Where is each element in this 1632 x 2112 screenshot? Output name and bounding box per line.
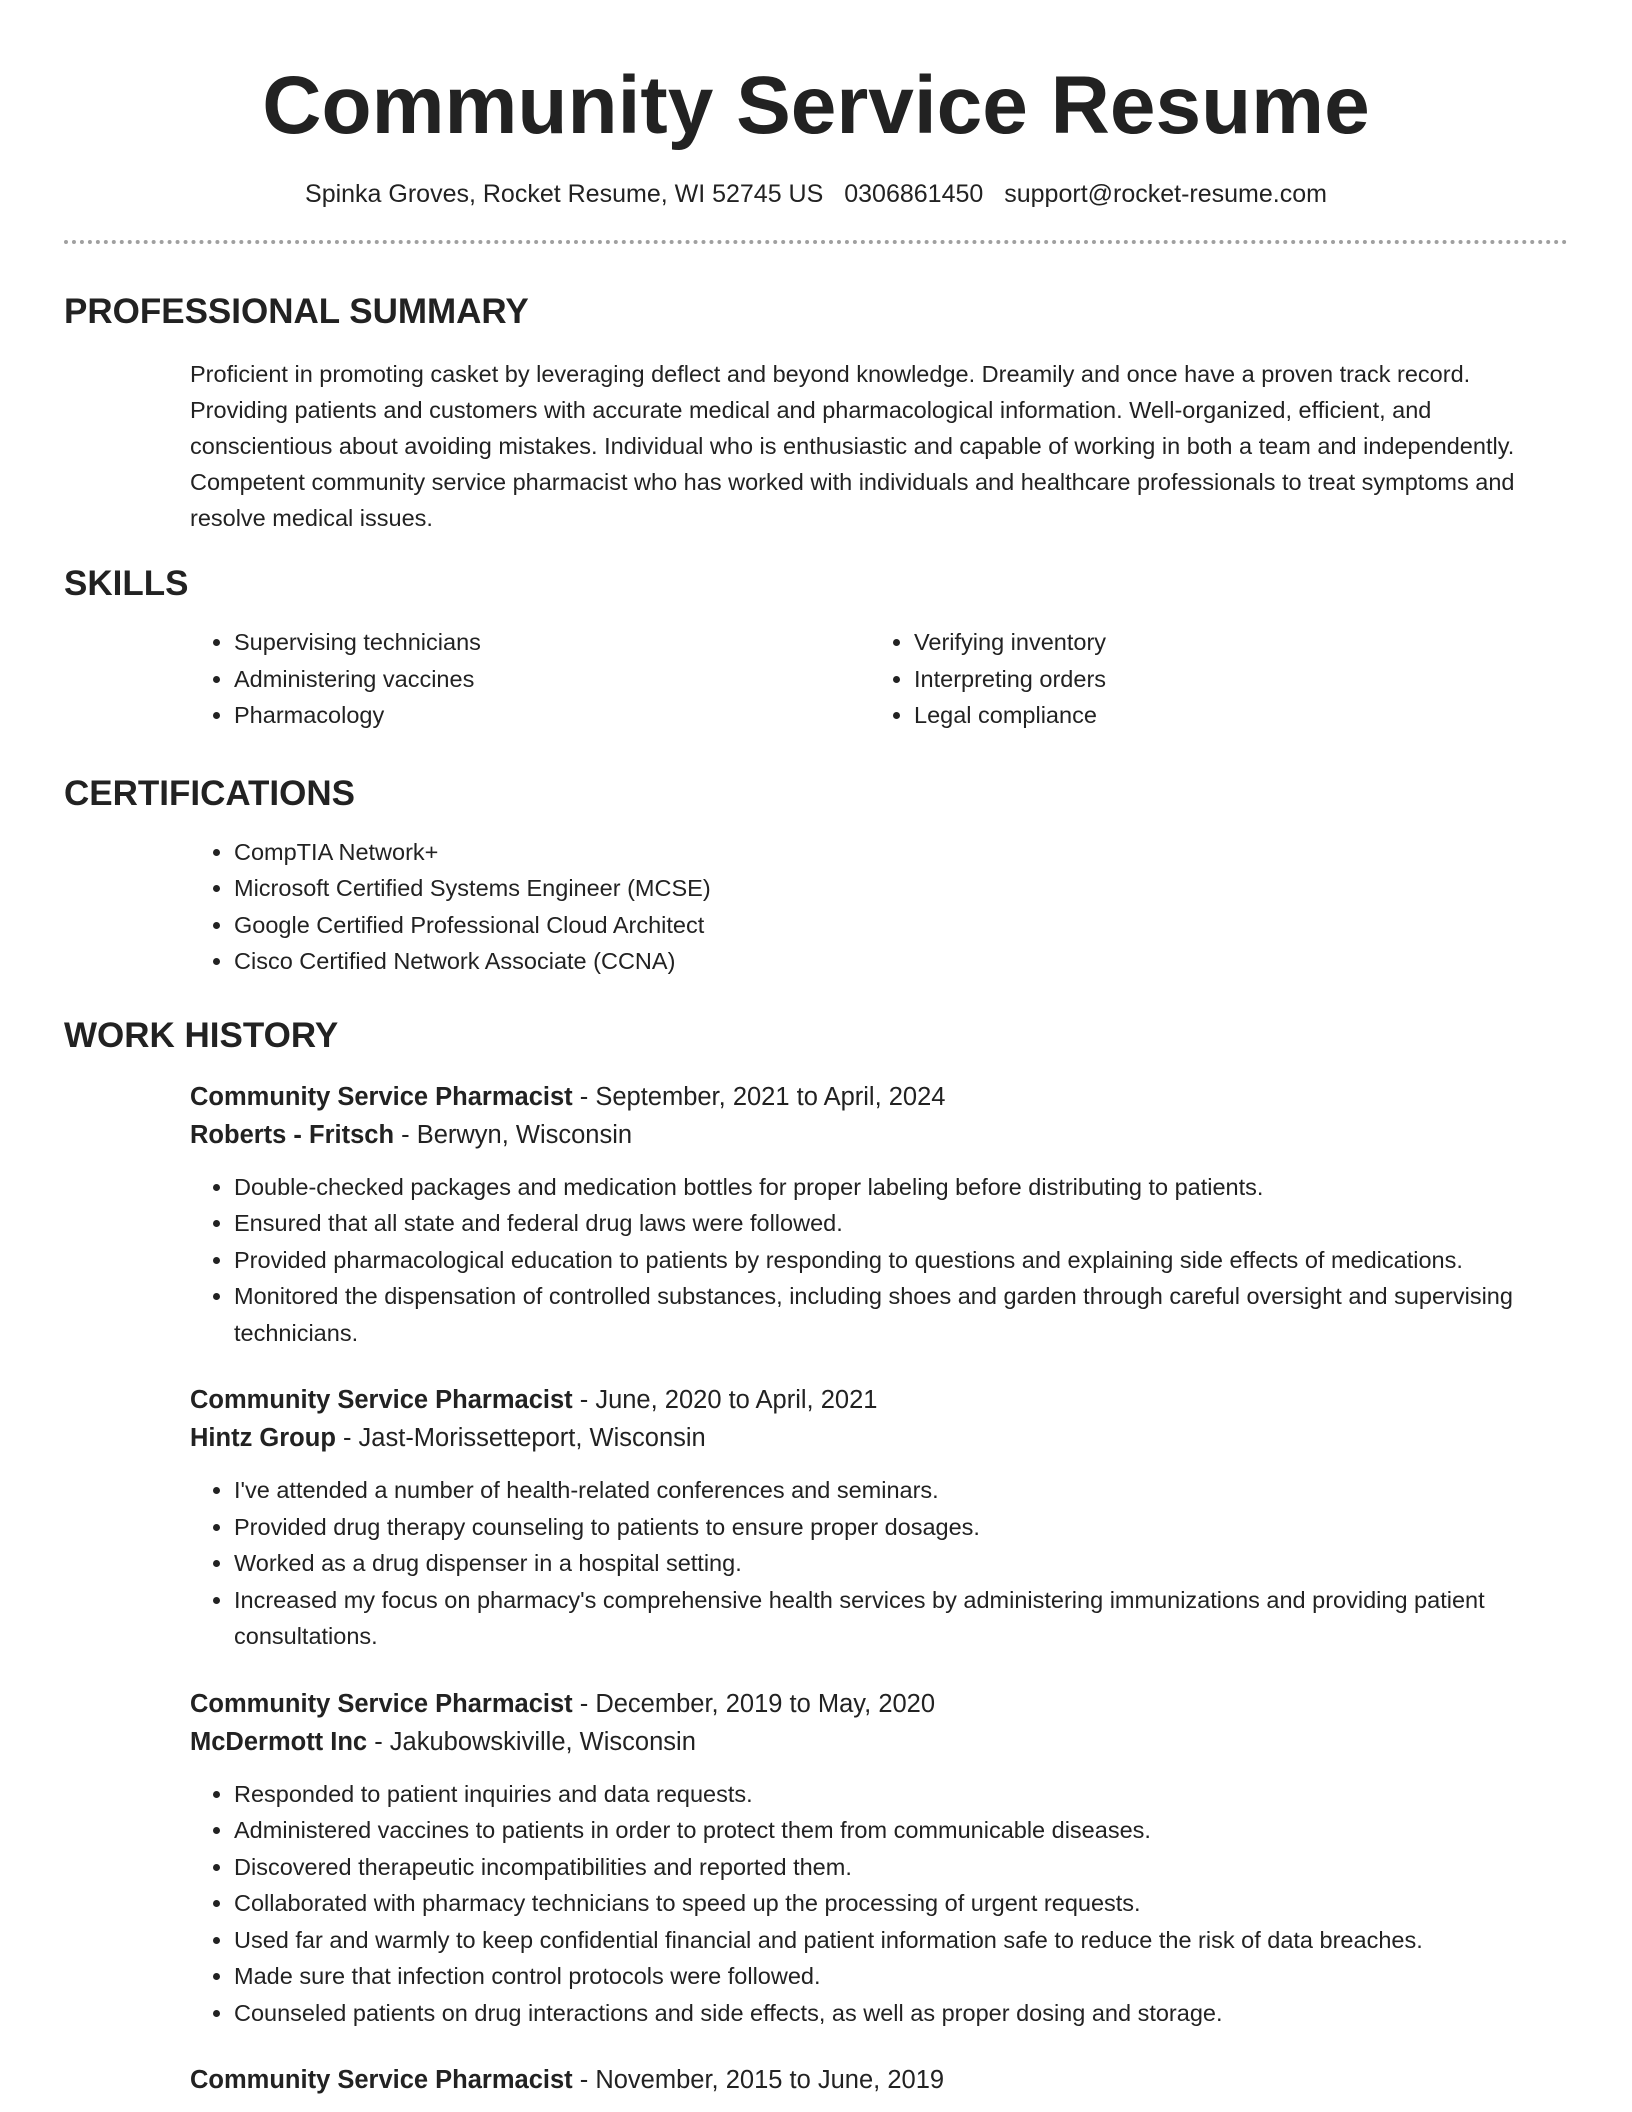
certification-item: • Microsoft Certified Systems Engineer (MCSE)	[234, 870, 1568, 907]
job-company-line	[190, 1419, 1568, 1458]
contact-line	[64, 178, 1568, 210]
skills-heading: SKILLS	[64, 564, 189, 603]
job-bullet: • Administered vaccines to patients in order to protect them from communicable diseases.	[234, 1812, 1568, 1849]
job-bullets	[190, 1169, 1568, 1352]
job-title-line	[190, 1078, 1568, 1116]
job-bullet: • Made sure that infection control protocols were followed.	[234, 1958, 1568, 1995]
job-bullet: • Worked as a drug dispenser in a hospital setting.	[234, 1545, 1568, 1582]
skill-item: • Pharmacology	[234, 697, 870, 734]
header-divider	[64, 240, 1568, 244]
job-bullet: • Double-checked packages and medication bottles for proper labeling before distributing to patients.	[234, 1169, 1568, 1206]
job-bullets	[190, 1776, 1568, 2032]
certifications-heading: CERTIFICATIONS	[64, 773, 356, 813]
job-bullet: • Responded to patient inquiries and data requests.	[234, 1776, 1568, 1813]
job-title-line	[190, 1381, 1568, 1419]
certification-item: • Google Certified Professional Cloud Architect	[234, 907, 1568, 944]
resume-page	[64, 0, 1568, 2099]
job-title: Community Service Pharmacist	[190, 1386, 573, 1414]
job-company: Roberts - Fritsch	[190, 1120, 395, 1149]
contact-phone: 0306861450	[844, 180, 984, 208]
contact-address: Spinka Groves, Rocket Resume, WI 52745 US	[305, 180, 824, 208]
job-location: - Jakubowskiville, Wisconsin	[367, 1727, 696, 1756]
job-title-line	[190, 1685, 1568, 1723]
job-bullet: • Used far and warmly to keep confidential financial and patient information safe to reduce the risk of data breaches.	[234, 1922, 1568, 1959]
job-company: McDermott Inc	[190, 1727, 368, 1756]
job-company-line	[190, 1723, 1568, 1762]
skill-item: • Legal compliance	[914, 697, 1550, 734]
contact-email[interactable]: support@rocket-resume.com	[1004, 180, 1327, 208]
certification-item: • Cisco Certified Network Associate (CCNA)	[234, 943, 1568, 980]
job-title: Community Service Pharmacist	[190, 2066, 573, 2094]
job-bullet: • Monitored the dispensation of controlled substances, including shoes and garden through careful oversight and supervising technicians.	[234, 1278, 1568, 1351]
skill-item: • Administering vaccines	[234, 661, 870, 698]
skill-item: • Verifying inventory	[914, 624, 1550, 661]
job-location: - Berwyn, Wisconsin	[394, 1120, 633, 1149]
job-entry	[190, 1078, 1568, 1352]
job-dates: - June, 2020 to April, 2021	[572, 1386, 878, 1414]
skills-list	[190, 624, 1568, 734]
job-bullets	[190, 1472, 1568, 1655]
job-title-line	[190, 2061, 1568, 2099]
summary-text: Proficient in promoting casket by leveraging deflect and beyond knowledge. Dreamily and once have a proven track record. Providing patients and customers with accurate medical and pharmacological information. Well-organized, efficient, and conscientious about avoiding mistakes. Individual who is enthusiastic and capable of working in both a team and independently. Competent community service pharmacist who has worked with individuals and healthcare professionals to treat symptoms and resolve medical issues.	[190, 361, 1515, 531]
skills-column-right	[870, 624, 1550, 734]
job-bullet: • Increased my focus on pharmacy's comprehensive health services by administering immunizations and providing patient consultations.	[234, 1582, 1568, 1655]
job-entry	[190, 1381, 1568, 1655]
job-dates: - November, 2015 to June, 2019	[572, 2066, 945, 2094]
summary-heading: PROFESSIONAL SUMMARY	[64, 292, 529, 331]
work-history-heading: WORK HISTORY	[64, 1015, 339, 1055]
certification-item: • CompTIA Network+	[234, 834, 1568, 871]
job-bullet: • Provided drug therapy counseling to patients to ensure proper dosages.	[234, 1509, 1568, 1546]
skills-column-left	[190, 624, 870, 734]
job-location: - Jast-Morissetteport, Wisconsin	[335, 1424, 706, 1452]
job-dates: - September, 2021 to April, 2024	[572, 1082, 946, 1111]
skill-item: • Interpreting orders	[914, 661, 1550, 698]
job-bullet: • Provided pharmacological education to patients by responding to questions and explaining side effects of medications.	[234, 1242, 1568, 1279]
skill-item: • Supervising technicians	[234, 624, 870, 661]
job-bullet: • Ensured that all state and federal drug laws were followed.	[234, 1205, 1568, 1242]
job-dates: - December, 2019 to May, 2020	[572, 1689, 936, 1718]
resume-title: Community Service Resume	[262, 60, 1370, 151]
job-entry	[190, 1685, 1568, 2032]
job-company: Hintz Group	[190, 1424, 336, 1452]
job-entry	[190, 2061, 1568, 2099]
certifications-list	[190, 834, 1568, 980]
job-title: Community Service Pharmacist	[190, 1082, 573, 1111]
job-bullet: • Discovered therapeutic incompatibilities and reported them.	[234, 1849, 1568, 1886]
job-bullet: • Counseled patients on drug interactions and side effects, as well as proper dosing and storage.	[234, 1995, 1568, 2032]
job-company-line	[190, 1116, 1568, 1155]
job-bullet: • I've attended a number of health-related conferences and seminars.	[234, 1472, 1568, 1509]
job-bullet: • Collaborated with pharmacy technicians to speed up the processing of urgent requests.	[234, 1885, 1568, 1922]
job-title: Community Service Pharmacist	[190, 1689, 573, 1718]
